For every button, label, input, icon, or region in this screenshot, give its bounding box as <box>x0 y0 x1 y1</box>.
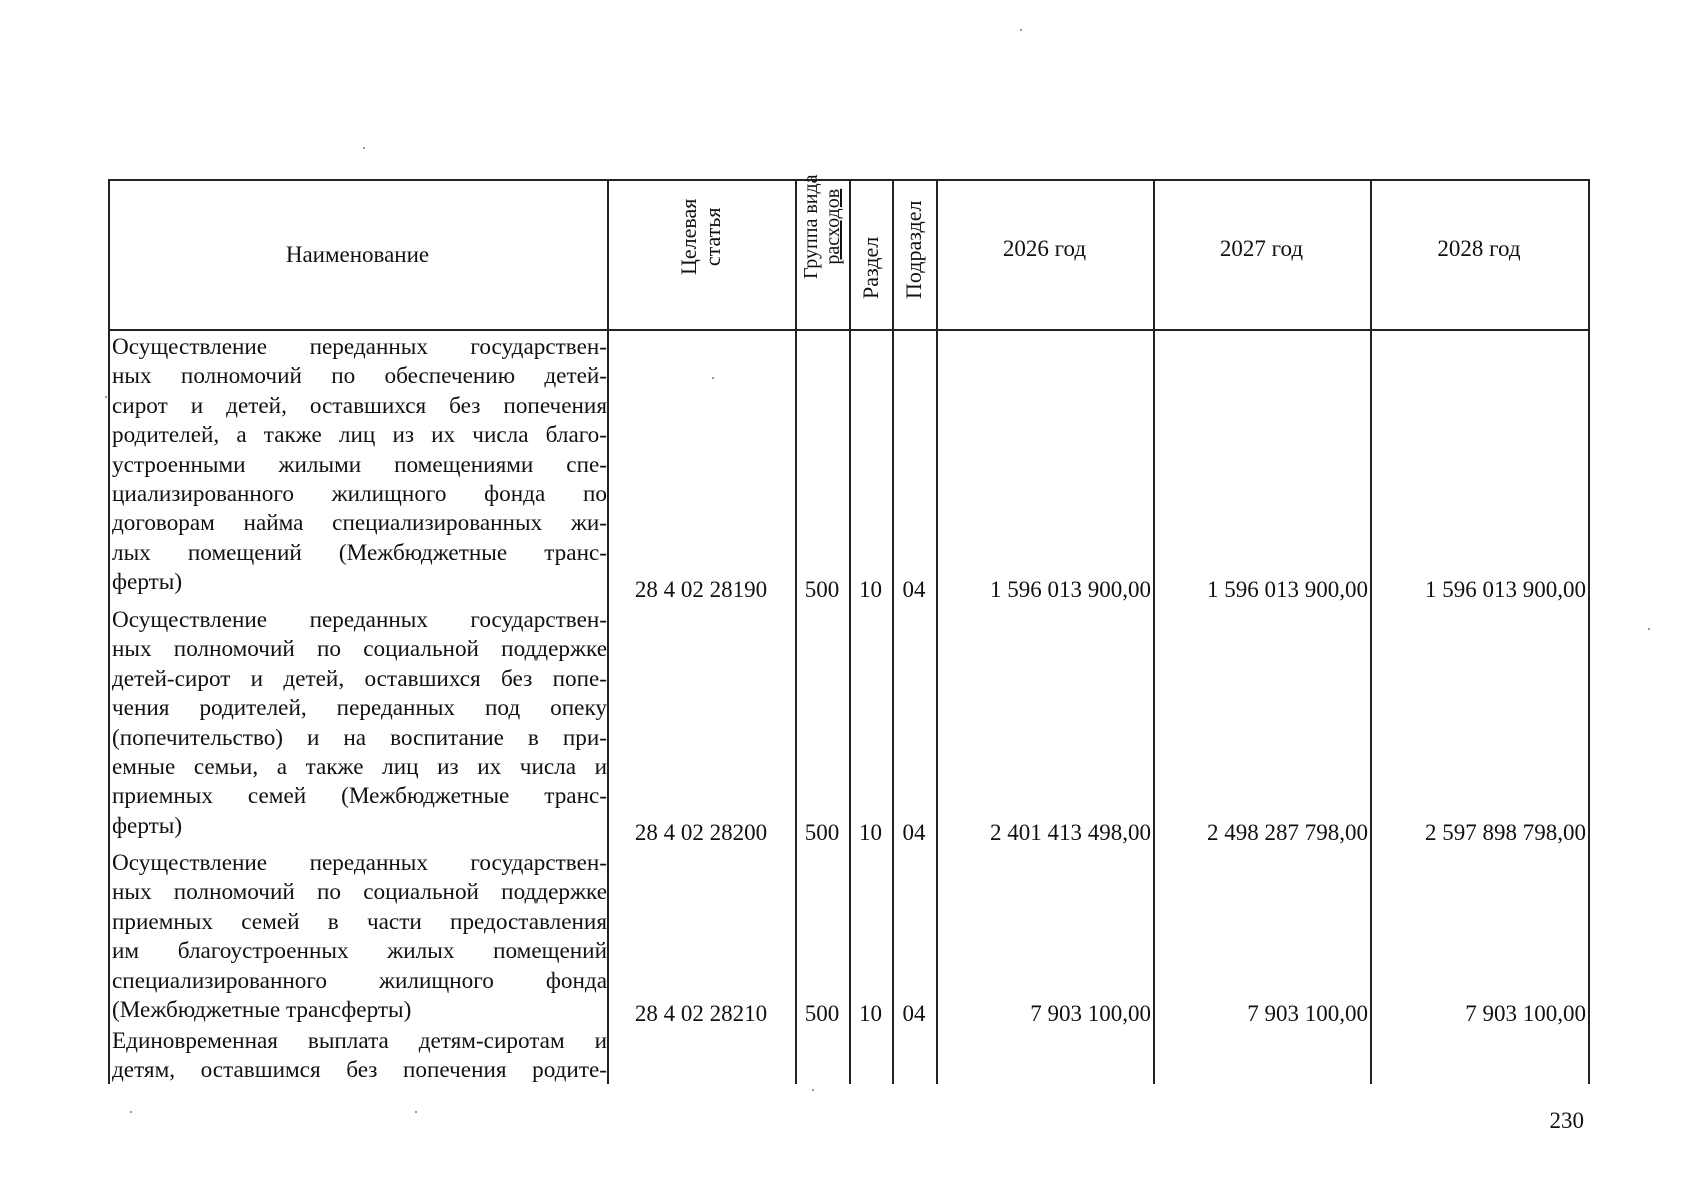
row-1-2026: 1 596 013 900,00 <box>990 577 1151 602</box>
row-2-line: Осуществление переданных государствен- <box>112 607 607 633</box>
row-3-line: (Межбюджетные трансферты) <box>112 997 412 1024</box>
row-2-line: (попечительство) и на воспитание в при- <box>112 724 607 751</box>
row-3-line: приемных семей в части предоставления <box>112 908 607 935</box>
scan-speck <box>130 1111 132 1113</box>
row-3-2027: 7 903 100,00 <box>1247 1001 1368 1026</box>
row-1-line: циализированного жилищного фонда по <box>112 481 607 508</box>
header-subsection <box>892 181 936 329</box>
header-group-line2: расходов <box>822 188 844 265</box>
row-2-line: емные семьи, а также лиц из их числа и <box>112 754 607 781</box>
row-2-group: 500 <box>804 820 840 845</box>
row-1-line: Осуществление переданных государствен- <box>112 334 607 360</box>
row-1-name <box>112 333 607 598</box>
row-1-target: 28 4 02 28190 <box>634 577 768 602</box>
row-3-subsection: 04 <box>902 1001 926 1026</box>
row-1-section: 10 <box>859 577 882 602</box>
scan-speck <box>415 1111 417 1113</box>
header-target-line1: Целевая <box>676 198 701 275</box>
row-2-2026: 2 401 413 498,00 <box>990 820 1151 845</box>
scan-speck <box>712 377 714 379</box>
row-2-line: приемных семей (Межбюджетные транс- <box>112 783 607 810</box>
row-3-line: специализированного жилищного фонда <box>112 967 607 994</box>
row-3-2026: 7 903 100,00 <box>1030 1001 1151 1026</box>
row-2-line: ных полномочий по социальной поддержке <box>112 636 607 663</box>
row-1-line: сирот и детей, оставшихся без попечения <box>112 392 607 419</box>
row-3-line: им благоустроенных жилых помещений <box>112 938 607 965</box>
header-section-label: Раздел <box>857 236 883 299</box>
row-2-subsection: 04 <box>902 820 926 845</box>
row-3-target: 28 4 02 28210 <box>634 1001 768 1026</box>
row-2-2028: 2 597 898 798,00 <box>1425 820 1586 845</box>
row-3-2028: 7 903 100,00 <box>1465 1001 1586 1026</box>
row-2-2027: 2 498 287 798,00 <box>1207 820 1368 845</box>
row-3-section: 10 <box>859 1001 882 1026</box>
scan-speck <box>105 396 107 398</box>
row-4-line: Единовременная выплата детям-сиротам и <box>112 1028 607 1054</box>
header-name: Наименование <box>285 242 430 267</box>
row-2-name <box>112 606 607 841</box>
row-1-line: ных полномочий по обеспечению детей- <box>112 363 607 390</box>
header-2026: 2026 год <box>1002 236 1087 261</box>
row-1-2027: 1 596 013 900,00 <box>1207 577 1368 602</box>
header-2027: 2027 год <box>1219 236 1304 261</box>
scan-speck <box>812 1089 814 1091</box>
row-3-name <box>112 849 607 1025</box>
row-4-name <box>112 1027 607 1086</box>
header-subsection-label: Подраздел <box>901 200 926 299</box>
row-2-section: 10 <box>859 820 882 845</box>
scan-speck <box>1020 29 1022 31</box>
header-target-line2: статья <box>700 207 725 267</box>
budget-table <box>108 174 1590 1084</box>
row-2-line: чения родителей, переданных под опеку <box>112 695 607 722</box>
row-2-line: ферты) <box>112 812 183 839</box>
row-1-line: договорам найма специализированных жи- <box>112 510 607 537</box>
row-1-line: ферты) <box>112 569 183 596</box>
header-group <box>795 174 849 329</box>
row-2-target: 28 4 02 28200 <box>634 820 768 845</box>
row-3-line: ных полномочий по социальной поддержке <box>112 879 607 906</box>
row-1-line: лых помещений (Межбюджетные транс- <box>112 539 607 566</box>
row-3-line: Осуществление переданных государствен- <box>112 850 607 876</box>
row-1-2028: 1 596 013 900,00 <box>1425 577 1586 602</box>
row-1-line: устроенными жилыми помещениями спе- <box>112 451 607 478</box>
header-group-line1: Группа вида <box>800 174 822 279</box>
row-3-group: 500 <box>804 1001 840 1026</box>
page-number: 230 <box>1549 1108 1584 1133</box>
scan-speck <box>1648 628 1650 630</box>
header-target <box>607 181 795 329</box>
row-1-line: родителей, а также лиц из их числа благо- <box>112 422 607 449</box>
row-1-group: 500 <box>804 577 840 602</box>
header-section <box>849 181 892 329</box>
row-4-line: детям, оставшимся без попечения родите- <box>112 1057 607 1084</box>
col-border <box>1588 181 1590 1084</box>
header-2028: 2028 год <box>1437 236 1521 261</box>
scan-speck <box>363 147 365 149</box>
header-divider <box>108 329 1590 331</box>
row-1-subsection: 04 <box>902 577 926 602</box>
row-2-line: детей-сирот и детей, оставшихся без попе- <box>112 665 607 692</box>
